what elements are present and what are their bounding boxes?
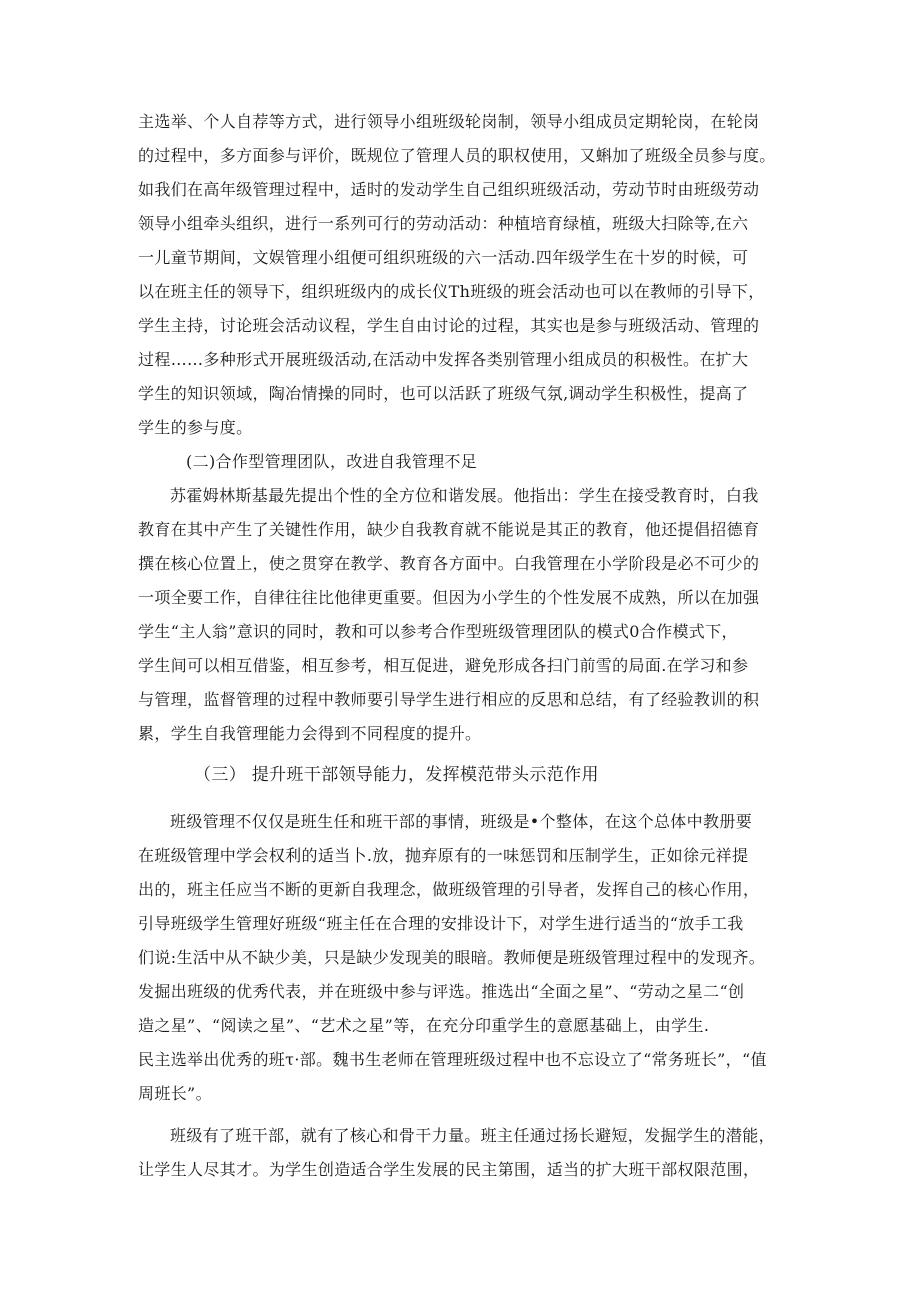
text-line: 一项全要工作，自律往往比他律更重要。但因为小学生的个性发展不成熟，所以在加强 (138, 588, 760, 607)
text-line: 学生“主人翁”意识的同时，教和可以参考合作型班级管理团队的模式0合作模式下， (138, 622, 738, 641)
text-line: 学生主持，讨论班会活动议程，学生自由讨论的过程，其实也是参与班级活动、管理的 (138, 316, 760, 335)
text-line: 一儿童节期间，文娱管理小组便可组织班级的六一活动.四年级学生在十岁的时候，可 (138, 248, 749, 267)
text-line: 撰在核心位置上，使之贯穿在教学、教育各方面中。白我管理在小学阶段是必不可少的 (138, 554, 760, 573)
text-line: 发掘出班级的优秀代表，并在班级中参与评选。推选出“全面之星”、“劳动之星二“创 (138, 982, 745, 1001)
text-line: 教育在其中产生了关键性作用，缺少自我教育就不能说是其正的教育，他还提倡招德育 (138, 520, 760, 539)
text-line: 学生的参与度。 (138, 418, 253, 437)
text-line: 的过程中，多方面参与评价，既规位了管理人员的职权使用，又蝌加了班级全员参与度。 (138, 146, 776, 165)
text-line: 民主选举出优秀的班τ·部。魏书生老师在管理班级过程中也不忘设立了“常务班长”，“值 (138, 1050, 767, 1069)
section-heading-2: (二)合作型管理团队，改进自我管理不足 (186, 452, 478, 471)
text-line: 们说:生活中从不缺少美，只是缺少发现美的眼暗。教师便是班级管理过程中的发现齐。 (138, 948, 766, 967)
text-line: 学生的知识领域，陶冶情操的同时，也可以活跃了班级气氛,调动学生积极性，提高了 (138, 384, 749, 403)
text-line: 如我们在高年级管理过程中，适时的发动学生自己组织班级活动，劳动节时由班级劳动 (138, 180, 760, 199)
text-line: 让学生人尽其才。为学生创造适合学生发展的民主第围，适当的扩大班干部权限范围， (138, 1160, 760, 1179)
text-line: 过程……多种形式开展班级活动,在活动中发挥各类别管理小组成员的积极性。在扩大 (138, 350, 749, 369)
text-line: 学生间可以相互借鉴，相互参考，相互促进，避免形成各扫门前雪的局面.在学习和参 (138, 656, 749, 675)
text-line: 出的，班主任应当不断的更新自我理念，做班级管理的引导者，发挥自己的核心作用， (138, 880, 760, 899)
text-line: 造之星”、“阅读之星”、“艺术之星”等，在充分印重学生的意愿基础上，由学生. (138, 1016, 710, 1035)
text-line: 以在班主任的领导下，组织班级内的成长仪Th班级的班会活动也可以在教师的引导下， (138, 282, 765, 301)
text-line: 主选举、个人自荐等方式，进行领导小组班级轮岗制，领导小组成员定期轮岗，在轮岗 (138, 112, 760, 131)
text-line: 领导小组牵头组织，进行一系列可行的劳动活动：种植培育绿植，班级大扫除等,在六 (138, 214, 749, 233)
text-line: 与管理，监督管理的过程中教师要引导学生进行相应的反思和总结，有了经验教训的积 (138, 690, 760, 709)
text-line: 在班级管理中学会权利的适当卜.放，抛弃原有的一味惩罚和压制学生，正如徐元祥提 (138, 846, 749, 865)
text-line: 班级有了班干部，就有了核心和骨干力量。班主任通过扬长避短，发掘学生的潜能， (170, 1126, 775, 1145)
text-line: 班级管理不仅仅是班生任和班干部的事情，班级是•个整体，在这个总体中教册要 (170, 812, 753, 831)
section-heading-3: （三） 提升班干部领导能力，发挥模范带头示范作用 (194, 765, 599, 785)
text-line: 累，学生自我管理能力会得到不同程度的提升。 (138, 724, 482, 743)
text-line: 引导班级学生管理好班级“班主任在合理的安排设计下，对学生进行适当的“放手工我 (138, 914, 744, 933)
text-line: 苏霍姆林斯基最先提出个性的全方位和谐发展。他指出：学生在接受教育时，白我 (170, 486, 759, 505)
text-line: 周班长”。 (138, 1084, 212, 1103)
